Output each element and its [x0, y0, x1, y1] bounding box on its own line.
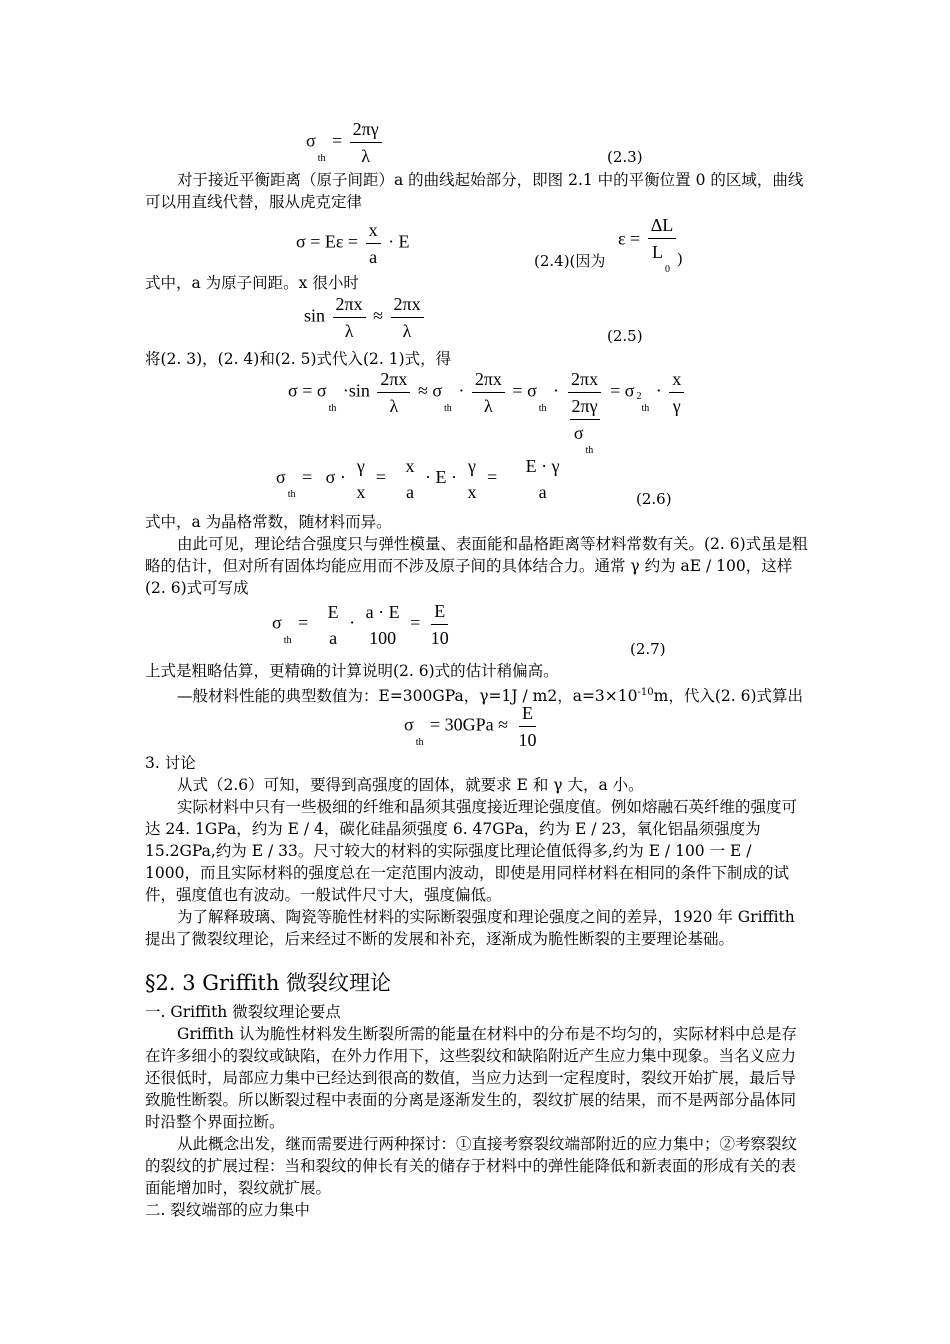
- paragraph-atomic-spacing: 式中，a 为原子间距。x 很小时: [145, 274, 359, 292]
- fraction: [567, 368, 603, 456]
- numerator: x: [669, 368, 684, 393]
- paragraph-theoretical-strength: 由此可见，理论结合强度只与弹性模量、表面能和晶格距离等材料常数有关。(2. 6)式虽是粗略的估计，但对所有固体均能应用而不涉及原子间的具体结合力。通常 γ 约为 aE / 100，这样(2. 6)式可写成: [145, 535, 808, 597]
- paragraph-hooke: 对于接近平衡距离（原子间距）a 的曲线起始部分，即图 2.1 中的平衡位置 0 的区域，曲线可以用直线代替，服从虎克定律: [145, 171, 804, 211]
- sin-function: sin: [304, 305, 326, 326]
- subscript-th: th: [585, 445, 594, 456]
- subsection-heading-stress-concentration: 二. 裂纹端部的应力集中: [145, 1201, 310, 1219]
- subscript-zero: 0: [665, 264, 670, 275]
- typical-values-text: —般材料性能的典型数值为：E=300GPa，γ=1J / m2，a=3×10: [177, 687, 638, 706]
- denominator: λ: [389, 396, 399, 416]
- approx-sign: ≈: [373, 305, 383, 326]
- sigma-symbol: σ: [404, 714, 414, 735]
- denominator: λ: [402, 321, 412, 341]
- denominator: 10: [518, 730, 537, 750]
- fraction: [403, 455, 418, 503]
- denominator: [649, 239, 675, 275]
- sigma-symbol: σ: [527, 380, 537, 401]
- subscript-th: th: [328, 402, 337, 414]
- subscript-th: th: [287, 489, 296, 501]
- numerator: E: [431, 600, 448, 625]
- equals-sign: =: [331, 130, 343, 151]
- denominator: γ: [672, 396, 681, 416]
- subscript-th: th: [641, 402, 650, 414]
- sigma-symbol: σ: [288, 380, 298, 401]
- numerator: γ: [356, 456, 365, 476]
- fraction: [669, 368, 684, 417]
- fraction: [350, 118, 382, 167]
- fraction: [648, 214, 677, 275]
- denominator: a: [329, 627, 338, 648]
- paragraph-griffith-intro: 为了解释玻璃、陶瓷等脆性材料的实际断裂强度和理论强度之间的差异，1920 年 Griffith 提出了微裂纹理论，后来经过不断的发展和补充，逐渐成为脆性断裂的主要理论基础。: [145, 908, 795, 948]
- dot: ·: [339, 467, 346, 488]
- fraction: [464, 455, 479, 503]
- equals-sign: =: [302, 380, 313, 401]
- strain-definition: [618, 214, 679, 275]
- numerator: 2πx: [391, 293, 424, 318]
- numerator: 2πx: [333, 293, 366, 318]
- paragraph-lattice-constant: 式中，a 为晶格常数，随材料而异。: [145, 513, 392, 531]
- numerator: 2πx: [568, 368, 601, 393]
- equation-2-7: [272, 600, 455, 649]
- denominator: 10: [430, 628, 449, 648]
- equals-sign: =: [297, 612, 309, 633]
- equation-rhs: = 30GPa ≈: [429, 714, 509, 735]
- paragraph-griffith-theory: Griffith 认为脆性材料发生断裂所需的能量在材料中的分布是不均匀的，实际材料中总是存在许多细小的裂纹或缺陷，在外力作用下，这些裂纹和缺陷附近产生应力集中现象。当名义应力还很低时，局部应力集中已经达到很高的数值，当应力达到一定程度时，裂纹开始扩展，最后导致脆性断裂。所以断裂过程中表面的分离是逐渐发生的，裂纹扩展的结果，而不是两部分晶体同时沿整个界面拉断。: [145, 1025, 797, 1131]
- subscript-th: th: [317, 152, 326, 164]
- fraction: [391, 293, 424, 342]
- fraction: [353, 455, 368, 503]
- paragraph-substitution: 将(2. 3)，(2. 4)和(2. 5)式代入(2. 1)式，得: [145, 350, 452, 368]
- equals-sign: =: [375, 467, 386, 488]
- equation-2-6-derivation: [288, 368, 687, 456]
- dot-e-dot: · E ·: [425, 467, 457, 488]
- equation-2-3: [306, 118, 385, 167]
- numerator: x: [366, 219, 381, 244]
- typical-values-text-end: m，代入(2. 6)式算出: [653, 687, 803, 706]
- fraction: [363, 601, 403, 649]
- fraction: [523, 455, 563, 503]
- equation-tail: · E: [388, 231, 410, 252]
- fraction: [333, 293, 366, 342]
- equals-sign: =: [301, 467, 313, 488]
- dot: ·: [349, 612, 356, 633]
- paragraph-fibers-whiskers: 实际材料中只有一些极细的纤维和晶须其强度接近理论强度值。例如熔融石英纤维的强度可达 24. 1GPa，约为 E / 4，碳化硅晶须强度 6. 47GPa，约为 E / 23，氧化铝晶须强度为 15.2GPa,约为 E / 33。尺寸较大的材料的实际强度比理论值低得多,约为 E / 100 一 E / 1000，而且实际材料的强度总在一定范围内波动，即使是用同样材料在相同的条件下制成的试件，强度值也有波动。一般试件尺寸大，强度偏低。: [145, 798, 798, 904]
- equation-lhs: ε =: [618, 228, 641, 249]
- fraction: [516, 702, 540, 751]
- denominator: λ: [361, 146, 371, 166]
- equation-number-2-7: (2.7): [630, 640, 666, 658]
- numerator: E: [327, 601, 339, 622]
- equation-2-4: [296, 219, 410, 268]
- denominator: 100: [369, 627, 397, 648]
- paragraph-high-strength: 从式（2.6）可知，要得到高强度的固体，就要求 E 和 γ 大，a 小。: [177, 776, 644, 794]
- subscript-th: th: [415, 736, 424, 748]
- dot: ·: [458, 380, 465, 401]
- inner-denominator: [573, 420, 595, 456]
- sigma-symbol: σ: [316, 380, 327, 401]
- dot: ·: [655, 380, 662, 401]
- denominator: a: [538, 482, 547, 502]
- subscript-th: th: [538, 402, 547, 414]
- numerator: a · E: [365, 601, 400, 622]
- paragraph-two-approaches: 从此概念出发，继而需要进行两种探讨：①直接考察裂纹端部附近的应力集中；②考察裂纹的裂纹的扩展过程：当和裂纹的伸长有关的储存于材料中的弹性能降低和新表面的形成有关的表面能增加时，裂纹就扩展。: [145, 1135, 798, 1197]
- paragraph-rough-estimate: 上式是粗略估算，更精确的计算说明(2. 6)式的估计稍偏高。: [145, 662, 559, 680]
- sigma-symbol: σ: [624, 380, 635, 401]
- numerator: 2πx: [472, 368, 505, 393]
- subscript-th-squared: [636, 390, 650, 414]
- denominator: a: [369, 247, 378, 267]
- numerator: ΔL: [648, 214, 677, 239]
- sigma-symbol: σ: [573, 423, 584, 443]
- denominator: λ: [483, 396, 493, 416]
- numerator: γ: [468, 456, 476, 476]
- equation-lhs: σ = Eε =: [296, 231, 359, 252]
- sigma-symbol: σ: [272, 612, 282, 633]
- sigma-symbol: σ: [325, 467, 336, 488]
- equals-sign: =: [610, 380, 621, 401]
- denominator: [567, 393, 603, 456]
- exponent: -10: [637, 687, 654, 698]
- fraction: [472, 368, 505, 417]
- sigma-symbol: σ: [306, 130, 316, 151]
- denominator: a: [406, 482, 414, 502]
- numerator: E · γ: [525, 456, 560, 476]
- numerator: E: [519, 702, 536, 727]
- equation-2-6: [276, 455, 566, 503]
- exponent-two: 2: [636, 390, 642, 402]
- equals-sign: =: [486, 467, 498, 488]
- numerator: 2πx: [377, 368, 410, 393]
- equation-number-2-3: (2.3): [607, 148, 643, 166]
- denominator: λ: [344, 321, 354, 341]
- equation-2-5: [304, 293, 427, 342]
- fraction: [377, 368, 410, 417]
- fraction: [366, 219, 381, 268]
- approx-sign: ≈: [417, 380, 428, 401]
- equation-result: [404, 702, 543, 751]
- numerator: x: [405, 456, 415, 476]
- equation-number-2-6: (2.6): [636, 490, 672, 508]
- equation-number-2-4: (2.4)(因为: [534, 252, 606, 270]
- subsection-heading-griffith-points: 一. Griffith 微裂纹理论要点: [145, 1003, 341, 1021]
- denominator: x: [356, 482, 366, 502]
- denominator: x: [467, 482, 477, 502]
- l-symbol: L: [652, 242, 663, 262]
- equals-sign: =: [410, 612, 421, 633]
- dot-sin: ·sin: [342, 380, 370, 401]
- paren-close: ): [677, 250, 683, 268]
- subscript-th: th: [283, 634, 292, 646]
- section-heading-discussion: 3. 讨论: [145, 754, 196, 772]
- equals-sign: =: [512, 380, 523, 401]
- numerator: 2πγ: [350, 118, 382, 143]
- equation-number-2-5: (2.5): [607, 327, 643, 345]
- fraction: [428, 600, 452, 649]
- sigma-symbol: σ: [276, 467, 286, 488]
- inner-numerator: 2πγ: [570, 395, 600, 420]
- fraction: [325, 601, 342, 649]
- subscript-th: th: [444, 402, 452, 414]
- sigma-symbol: σ: [432, 380, 443, 401]
- dot: ·: [553, 380, 560, 401]
- section-title-griffith: §2. 3 Griffith 微裂纹理论: [145, 971, 392, 995]
